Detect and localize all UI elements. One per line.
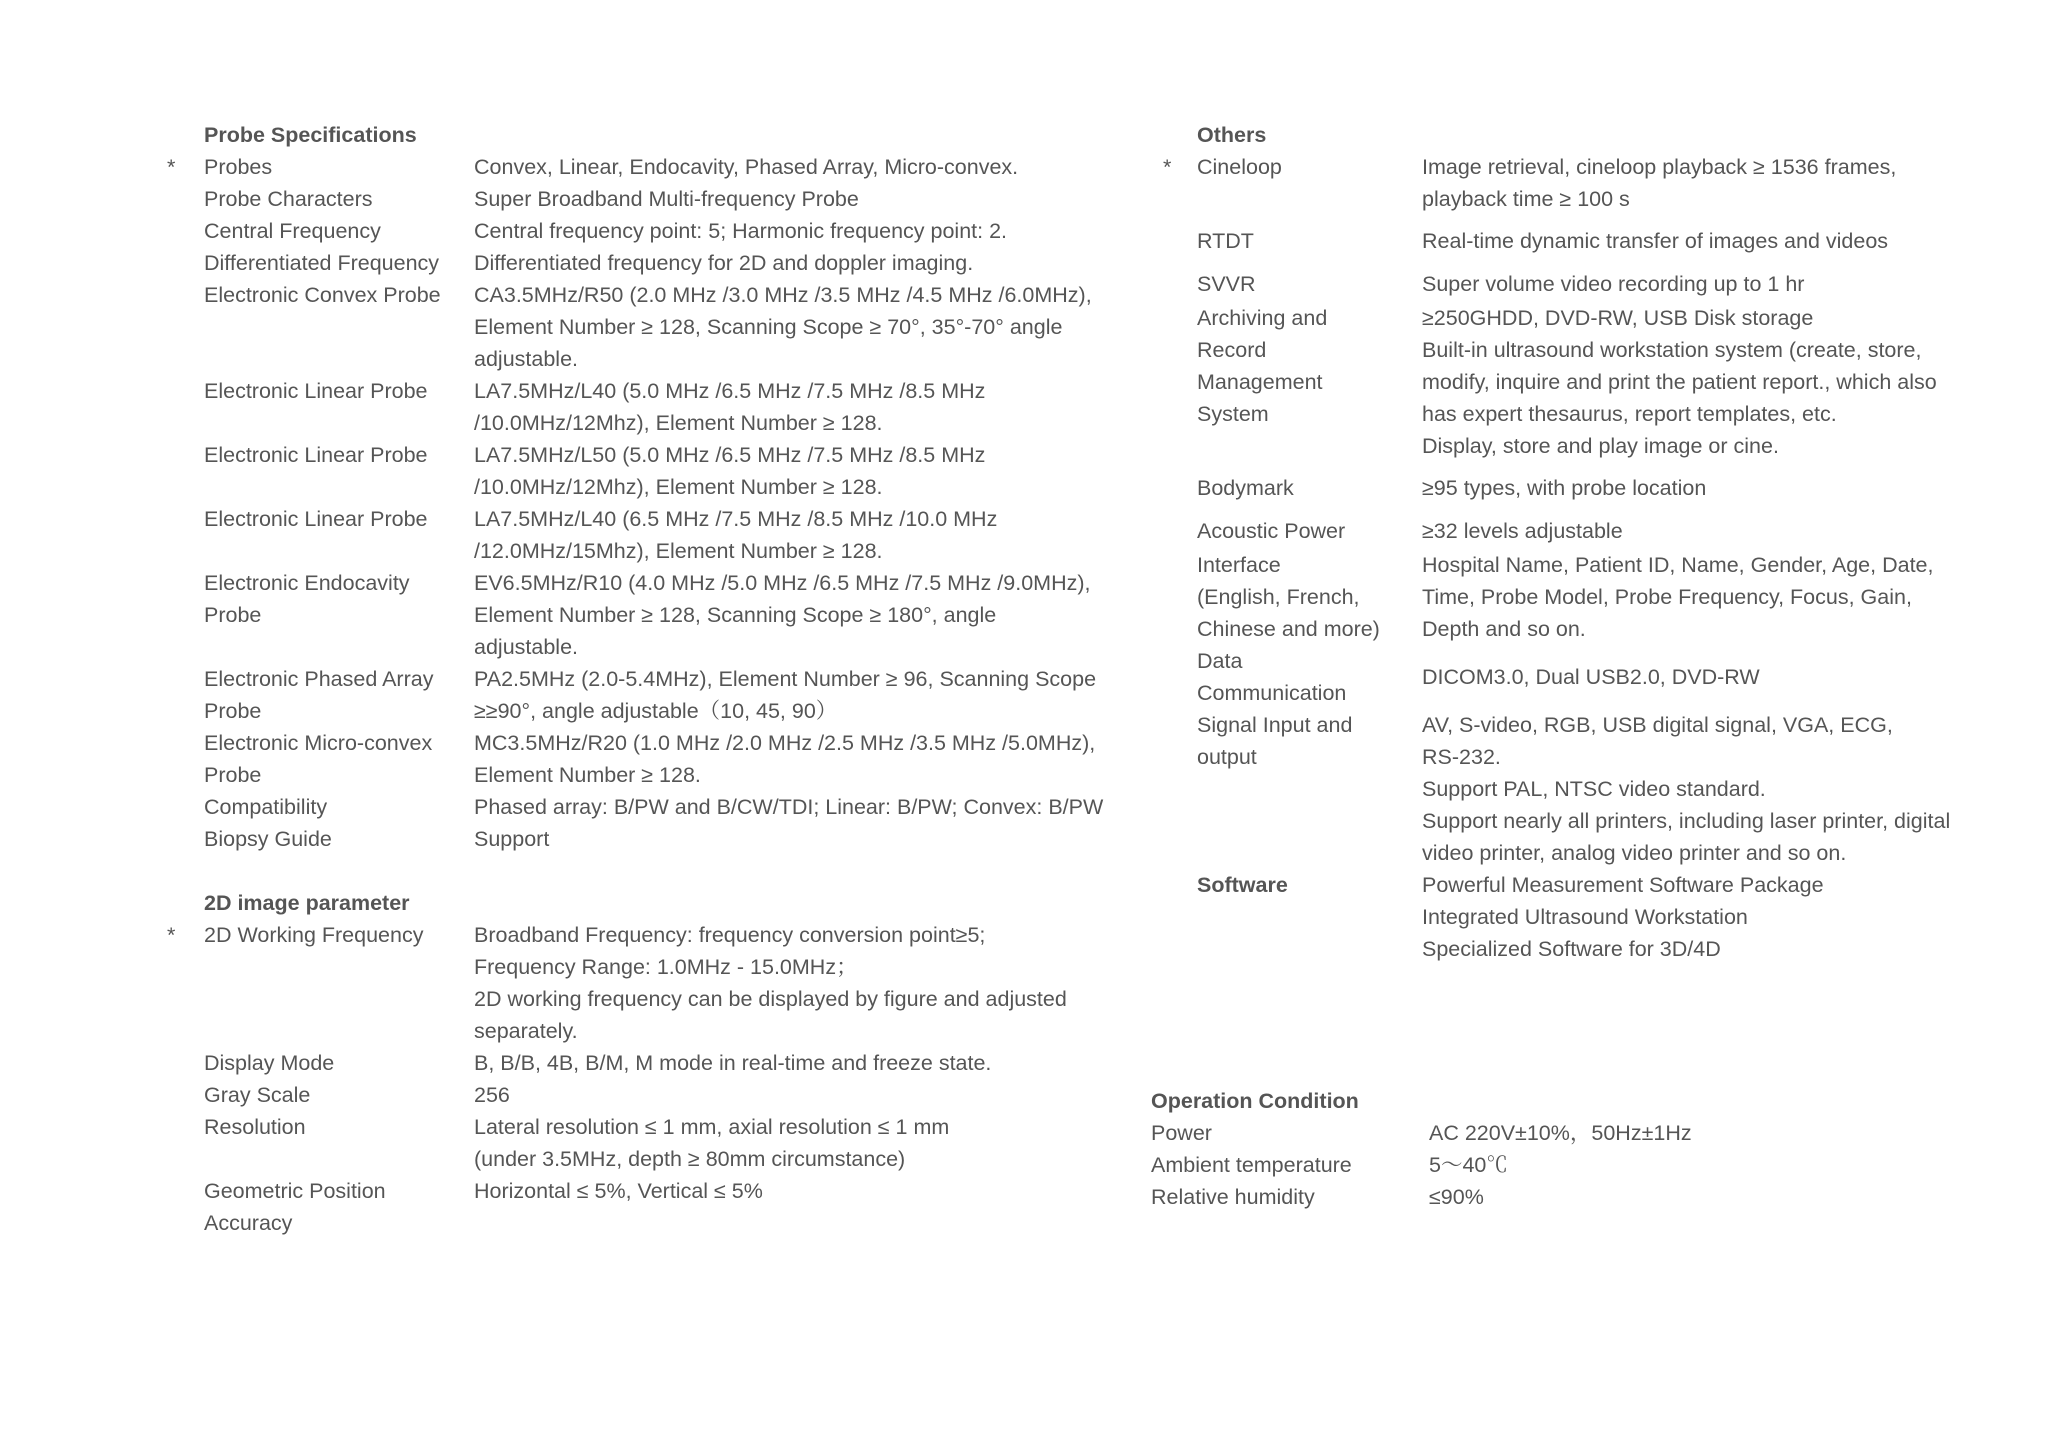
- spec-value: Convex, Linear, Endocavity, Phased Array, Micro-convex.: [474, 155, 1019, 179]
- spec-value: DICOM3.0, Dual USB2.0, DVD-RW: [1422, 665, 1760, 689]
- spec-value: separately.: [474, 1019, 578, 1043]
- spec-label: Signal Input and: [1197, 713, 1353, 737]
- spec-label: Relative humidity: [1151, 1185, 1315, 1209]
- spec-value: 2D working frequency can be displayed by figure and adjusted: [474, 987, 1067, 1011]
- spec-value: Central frequency point: 5; Harmonic frequency point: 2.: [474, 219, 1008, 243]
- spec-value: MC3.5MHz/R20 (1.0 MHz /2.0 MHz /2.5 MHz /3.5 MHz /5.0MHz),: [474, 731, 1096, 755]
- spec-label: Differentiated Frequency: [204, 251, 440, 275]
- spec-label: Bodymark: [1197, 476, 1294, 500]
- spec-value: Super volume video recording up to 1 hr: [1422, 272, 1805, 296]
- spec-label: 2D Working Frequency: [204, 923, 424, 947]
- spec-value: adjustable.: [474, 635, 578, 659]
- spec-label: Electronic Linear Probe: [204, 379, 428, 403]
- spec-label: Electronic Phased Array: [204, 667, 434, 691]
- spec-value: LA7.5MHz/L50 (5.0 MHz /6.5 MHz /7.5 MHz /8.5 MHz: [474, 443, 986, 467]
- spec-value: /12.0MHz/15Mhz), Element Number ≥ 128.: [474, 539, 883, 563]
- spec-label: Data: [1197, 649, 1243, 673]
- spec-value: Horizontal ≤ 5%, Vertical ≤ 5%: [474, 1179, 763, 1203]
- spec-value: /10.0MHz/12Mhz), Element Number ≥ 128.: [474, 411, 883, 435]
- section-title-software: Software: [1197, 873, 1288, 897]
- spec-label: Electronic Convex Probe: [204, 283, 441, 307]
- spec-value: B, B/B, 4B, B/M, M mode in real-time and freeze state.: [474, 1051, 992, 1075]
- required-marker: *: [1163, 155, 1172, 179]
- section-title-operation-condition: Operation Condition: [1151, 1089, 1359, 1113]
- spec-value: AC 220V±10%，50Hz±1Hz: [1429, 1121, 1692, 1145]
- spec-label: (English, French,: [1197, 585, 1360, 609]
- spec-label: Probe Characters: [204, 187, 373, 211]
- spec-value: Differentiated frequency for 2D and doppler imaging.: [474, 251, 974, 275]
- spec-label: Geometric Position: [204, 1179, 386, 1203]
- spec-value: Time, Probe Model, Probe Frequency, Focus, Gain,: [1422, 585, 1912, 609]
- spec-label: Probes: [204, 155, 273, 179]
- spec-label: output: [1197, 745, 1257, 769]
- spec-label: Power: [1151, 1121, 1212, 1145]
- spec-label: Acoustic Power: [1197, 519, 1346, 543]
- spec-value: Support nearly all printers, including laser printer, digital: [1422, 809, 1951, 833]
- spec-label: System: [1197, 402, 1269, 426]
- section-title-2d-image-parameter: 2D image parameter: [204, 891, 410, 915]
- spec-value: Support PAL, NTSC video standard.: [1422, 777, 1766, 801]
- spec-value: LA7.5MHz/L40 (6.5 MHz /7.5 MHz /8.5 MHz /10.0 MHz: [474, 507, 998, 531]
- spec-label: Chinese and more): [1197, 617, 1380, 641]
- software-item: Integrated Ultrasound Workstation: [1422, 905, 1748, 929]
- spec-value: Image retrieval, cineloop playback ≥ 1536 frames,: [1422, 155, 1897, 179]
- spec-label: Electronic Linear Probe: [204, 507, 428, 531]
- spec-value: AV, S-video, RGB, USB digital signal, VGA, ECG,: [1422, 713, 1893, 737]
- spec-label: Ambient temperature: [1151, 1153, 1352, 1177]
- spec-value: LA7.5MHz/L40 (5.0 MHz /6.5 MHz /7.5 MHz /8.5 MHz: [474, 379, 986, 403]
- spec-label: Display Mode: [204, 1051, 335, 1075]
- spec-label: Biopsy Guide: [204, 827, 332, 851]
- spec-value: Broadband Frequency: frequency conversion point≥5;: [474, 923, 986, 947]
- spec-label: Probe: [204, 603, 262, 627]
- spec-label: Probe: [204, 699, 262, 723]
- spec-value: modify, inquire and print the patient report., which also: [1422, 370, 1937, 394]
- spec-value: Real-time dynamic transfer of images and videos: [1422, 229, 1889, 253]
- spec-value: has expert thesaurus, report templates, etc.: [1422, 402, 1837, 426]
- spec-label: Management: [1197, 370, 1323, 394]
- spec-value: Depth and so on.: [1422, 617, 1586, 641]
- spec-label: Record: [1197, 338, 1267, 362]
- spec-value: Lateral resolution ≤ 1 mm, axial resolution ≤ 1 mm: [474, 1115, 950, 1139]
- section-title-others: Others: [1197, 123, 1267, 147]
- spec-label: Compatibility: [204, 795, 328, 819]
- required-marker: *: [167, 923, 176, 947]
- spec-label: Cineloop: [1197, 155, 1282, 179]
- spec-value: 256: [474, 1083, 510, 1107]
- spec-value: ≥95 types, with probe location: [1422, 476, 1707, 500]
- spec-value: (under 3.5MHz, depth ≥ 80mm circumstance): [474, 1147, 906, 1171]
- spec-value: Support: [474, 827, 550, 851]
- spec-label: Electronic Endocavity: [204, 571, 410, 595]
- spec-value: playback time ≥ 100 s: [1422, 187, 1630, 211]
- spec-value: Element Number ≥ 128, Scanning Scope ≥ 70°, 35°-70° angle: [474, 315, 1063, 339]
- spec-label: Accuracy: [204, 1211, 293, 1235]
- spec-label: Resolution: [204, 1115, 306, 1139]
- spec-label: RTDT: [1197, 229, 1254, 253]
- spec-value: RS-232.: [1422, 745, 1501, 769]
- spec-label: SVVR: [1197, 272, 1256, 296]
- spec-value: /10.0MHz/12Mhz), Element Number ≥ 128.: [474, 475, 883, 499]
- spec-label: Electronic Micro-convex: [204, 731, 433, 755]
- spec-value: EV6.5MHz/R10 (4.0 MHz /5.0 MHz /6.5 MHz /7.5 MHz /9.0MHz),: [474, 571, 1091, 595]
- spec-value: ≥32 levels adjustable: [1422, 519, 1623, 543]
- spec-label: Communication: [1197, 681, 1347, 705]
- spec-value: Phased array: B/PW and B/CW/TDI; Linear: B/PW; Convex: B/PW: [474, 795, 1104, 819]
- spec-value: Element Number ≥ 128.: [474, 763, 701, 787]
- section-title-probe-specifications: Probe Specifications: [204, 123, 417, 147]
- spec-label: Interface: [1197, 553, 1281, 577]
- required-marker: *: [167, 155, 176, 179]
- spec-value: Hospital Name, Patient ID, Name, Gender, Age, Date,: [1422, 553, 1934, 577]
- spec-value: Display, store and play image or cine.: [1422, 434, 1779, 458]
- spec-value: Element Number ≥ 128, Scanning Scope ≥ 180°, angle: [474, 603, 997, 627]
- software-item: Specialized Software for 3D/4D: [1422, 937, 1721, 961]
- spec-value: ≥≥90°, angle adjustable（10, 45, 90）: [474, 699, 838, 723]
- spec-label: Gray Scale: [204, 1083, 311, 1107]
- spec-label: Electronic Linear Probe: [204, 443, 428, 467]
- spec-value: CA3.5MHz/R50 (2.0 MHz /3.0 MHz /3.5 MHz /4.5 MHz /6.0MHz),: [474, 283, 1092, 307]
- spec-value: 5～40℃: [1429, 1153, 1508, 1177]
- spec-label: Central Frequency: [204, 219, 381, 243]
- spec-value: Super Broadband Multi-frequency Probe: [474, 187, 859, 211]
- spec-label: Probe: [204, 763, 262, 787]
- spec-value: adjustable.: [474, 347, 578, 371]
- spec-value: Built-in ultrasound workstation system (create, store,: [1422, 338, 1922, 362]
- spec-value: video printer, analog video printer and so on.: [1422, 841, 1847, 865]
- software-item: Powerful Measurement Software Package: [1422, 873, 1824, 897]
- spec-value: ≥250GHDD, DVD-RW, USB Disk storage: [1422, 306, 1814, 330]
- spec-value: Frequency Range: 1.0MHz - 15.0MHz；: [474, 955, 858, 979]
- spec-value: PA2.5MHz (2.0-5.4MHz), Element Number ≥ 96, Scanning Scope: [474, 667, 1097, 691]
- spec-value: ≤90%: [1429, 1185, 1484, 1209]
- spec-label: Archiving and: [1197, 306, 1328, 330]
